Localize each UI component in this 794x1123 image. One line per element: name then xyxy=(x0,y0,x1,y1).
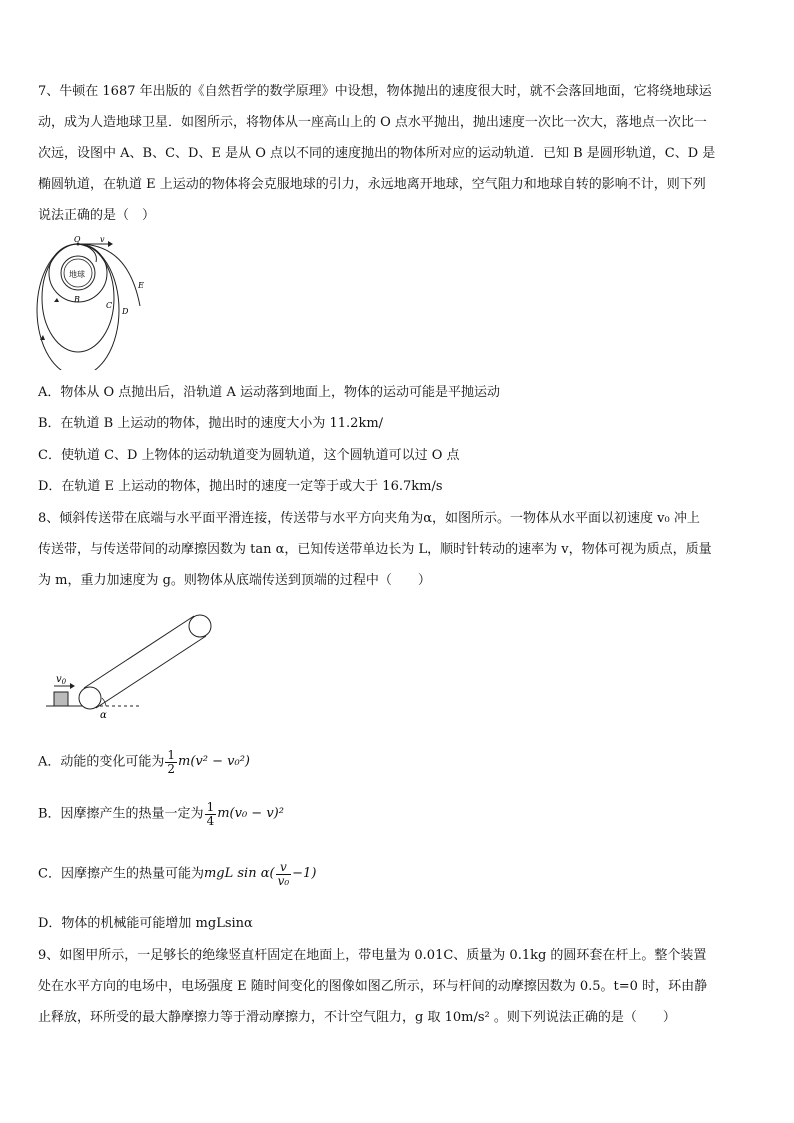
q7-stem-line: 说法正确的是（ ） xyxy=(38,208,156,223)
q8-conveyor-figure xyxy=(40,608,220,726)
expression: mgL sin α( xyxy=(203,866,275,881)
top-roller xyxy=(189,615,211,637)
q9-stem xyxy=(38,940,756,1033)
q8-option-a xyxy=(38,748,756,777)
option-label: B．因摩擦产生的热量一定为 xyxy=(38,806,204,822)
q7-stem xyxy=(38,76,756,231)
q7-option-d: D．在轨道 E 上运动的物体，抛出时的速度一定等于或大于 16.7km/s xyxy=(38,479,443,494)
q8-option-b xyxy=(38,800,756,829)
q8-option-d: D．物体的机械能可能增加 mgLsinα xyxy=(38,916,253,931)
label-d: D xyxy=(122,307,129,316)
q8-stem-line: 8、倾斜传送带在底端与水平面平滑连接，传送带与水平方向夹角为α，如图所示。一物体从水平面以初速度 v₀ 冲上 xyxy=(38,511,700,526)
q7-stem-line: 动，成为人造地球卫星．如图所示，将物体从一座高山上的 O 点水平抛出，抛出速度一次比一次大，落地点一次比一 xyxy=(38,115,707,130)
q7-stem-line: 椭圆轨道，在轨道 E 上运动的物体将会克服地球的引力，永远地离开地球，空气阻力和地球自转的影响不计，则下列 xyxy=(38,177,706,192)
label-e: E xyxy=(138,281,144,290)
q8-stem-line: 传送带，与传送带间的动摩擦因数为 tan α，已知传送带单边长为 L，顺时针转动的速率为 v，物体可视为质点，质量 xyxy=(38,542,712,557)
label-c: C xyxy=(106,301,113,310)
label-b: B xyxy=(74,295,80,304)
q7-stem-line: 次远，设图中 A、B、C、D、E 是从 O 点以不同的速度抛出的物体所对应的运动轨道．已知 B 是圆形轨道，C、D 是 xyxy=(38,146,716,161)
label-v: v xyxy=(100,236,105,244)
q8-option-c xyxy=(38,860,756,889)
block xyxy=(54,692,68,706)
expression: m(v² − v₀²) xyxy=(178,754,250,769)
option-label: C．因摩擦产生的热量可能为 xyxy=(38,866,204,882)
expression: m(v₀ − v)² xyxy=(217,806,284,821)
angle-label: α xyxy=(100,710,107,721)
bottom-roller xyxy=(79,687,101,709)
expression: −1) xyxy=(292,866,317,881)
belt-top xyxy=(84,616,194,688)
q9-stem-line: 处在水平方向的电场中，电场强度 E 随时间变化的图像如图乙所示，环与杆间的动摩擦因数为 0.5。t=0 时，环由静 xyxy=(38,979,708,994)
q7-stem-line: 7、牛顿在 1687 年出版的《自然哲学的数学原理》中设想，物体抛出的速度很大时，就不会落回地面，它将绕地球运 xyxy=(38,84,712,99)
fraction: $\frac{1}{4}$ xyxy=(206,799,215,828)
q9-stem-line: 9、如图甲所示，一足够长的绝缘竖直杆固定在地面上，带电量为 0.01C、质量为 0.1kg 的圆环套在杆上。整个装置 xyxy=(38,948,707,963)
fraction: $\frac{v}{\text{v₀}}$ xyxy=(277,859,290,888)
fraction: $\frac{1}{2}$ xyxy=(167,747,176,776)
v0-label: $v_0$ xyxy=(56,674,67,686)
q7-option-c: C．使轨道 C、D 上物体的运动轨道变为圆轨道，这个圆轨道可以过 O 点 xyxy=(38,448,460,463)
q9-stem-line: 止释放，环所受的最大静摩擦力等于滑动摩擦力，不计空气阻力，g 取 10m/s² 。则下列说法正确的是（ ） xyxy=(38,1010,676,1025)
orbit-e xyxy=(78,244,140,306)
q7-orbit-figure xyxy=(34,236,164,370)
arrow-icon xyxy=(54,298,59,302)
q7-option-a: A．物体从 O 点抛出后，沿轨道 A 运动落到地面上，物体的运动可能是平抛运动 xyxy=(38,385,500,400)
option-label: A．动能的变化可能为 xyxy=(38,754,165,770)
q8-stem xyxy=(38,503,756,596)
q7-option-b: B．在轨道 B 上运动的物体，抛出时的速度大小为 11.2km/ xyxy=(38,416,384,431)
q8-stem-line: 为 m，重力加速度为 g。则物体从底端传送到顶端的过程中（ ） xyxy=(38,573,431,588)
earth-label: 地球 xyxy=(69,270,85,279)
arrow-icon xyxy=(70,683,75,689)
arrow-icon xyxy=(108,241,113,247)
belt-bottom xyxy=(96,636,206,708)
label-o: O xyxy=(74,236,81,244)
